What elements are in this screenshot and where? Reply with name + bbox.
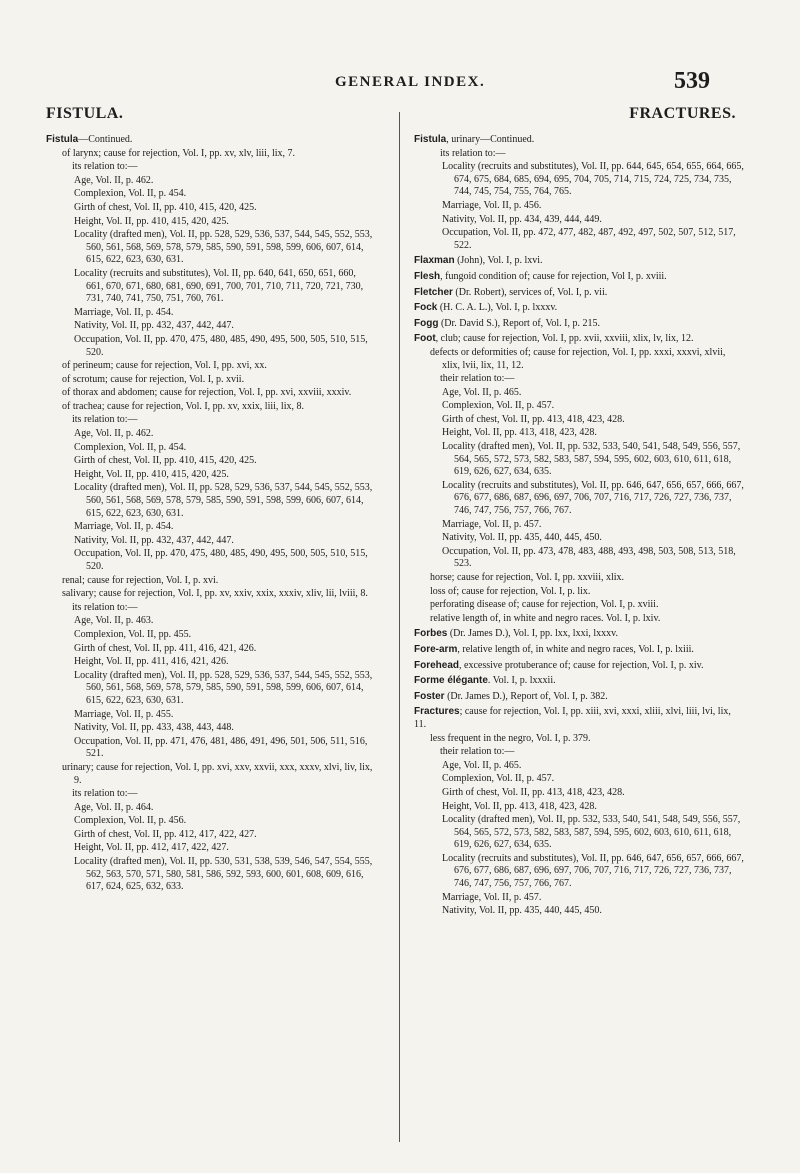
index-entry [46, 414, 374, 427]
entry-text: its relation to:— [72, 161, 138, 173]
right-column-heading: FRACTURES. [629, 105, 736, 122]
entry-text: Occupation, Vol. II, pp. 472, 477, 482, 487, 492, 497, 502, 507, 512, 517, 522. [442, 227, 736, 251]
entry-text: Marriage, Vol. II, p. 457. [442, 891, 542, 903]
index-entry [414, 148, 744, 161]
index-entry [414, 746, 744, 759]
index-entry [46, 455, 374, 468]
index-entry [46, 629, 374, 642]
index-entry [46, 307, 374, 320]
entry-text: Height, Vol. II, pp. 413, 418, 423, 428. [442, 800, 597, 812]
index-entry [414, 200, 744, 213]
entry-text: Nativity, Vol. II, pp. 435, 440, 445, 450. [442, 905, 602, 917]
entry-text: Occupation, Vol. II, pp. 473, 478, 483, 488, 493, 498, 503, 508, 513, 518, 523. [442, 545, 736, 570]
index-entry [414, 706, 744, 731]
index-entry [414, 660, 744, 673]
entry-text: Occupation, Vol. II, pp. 470, 475, 480, 485, 490, 495, 500, 505, 510, 515, 520. [74, 333, 368, 358]
index-entry [46, 188, 374, 201]
entry-text: , fungoid condition of; cause for rejection, Vol I, p. xviii. [440, 270, 667, 282]
entry-text: Height, Vol. II, pp. 413, 418, 423, 428. [442, 427, 597, 439]
left-column-heading: FISTULA. [46, 105, 124, 122]
entry-text: Nativity, Vol. II, pp. 433, 438, 443, 448. [74, 722, 234, 734]
entry-text: Marriage, Vol. II, p. 455. [74, 708, 174, 720]
index-entry [414, 227, 744, 252]
entry-text: —Continued. [78, 134, 133, 145]
entry-text: Complexion, Vol. II, p. 454. [74, 188, 187, 200]
index-entry [414, 134, 744, 147]
left-column [46, 105, 374, 895]
index-entry [46, 736, 374, 761]
entry-text: Locality (recruits and substitutes), Vol. II, pp. 646, 647, 656, 657, 666, 667, 676, 677, 686, 687, 696, 697, 706, 707, 716, 717, 726, 727, 736, 737, 746, 747, 756, 757, 766, 767. [442, 852, 744, 890]
index-entry [46, 521, 374, 534]
index-entry [414, 441, 744, 479]
entry-heading: Forme élégante [414, 675, 488, 687]
entry-heading: Fractures [414, 706, 460, 718]
entry-text: Marriage, Vol. II, p. 454. [74, 306, 174, 318]
index-entry [414, 787, 744, 800]
entry-text: of thorax and abdomen; cause for rejection, Vol. I, pp. xvi, xxviii, xxxiv. [62, 387, 352, 399]
running-title: GENERAL INDEX. [335, 74, 486, 90]
entry-text: loss of; cause for rejection, Vol. I, p. lix. [430, 585, 591, 597]
entry-heading: Forehead [414, 659, 460, 671]
index-entry [46, 202, 374, 215]
entry-heading: Fistula [46, 134, 79, 145]
index-entry [414, 387, 744, 400]
entry-text: Age, Vol. II, p. 464. [74, 801, 154, 813]
index-entry [46, 161, 374, 174]
index-entry [414, 347, 744, 372]
index-entry [46, 548, 374, 573]
entry-heading: Fletcher [414, 286, 453, 298]
entry-text: Age, Vol. II, p. 465. [442, 386, 522, 398]
entry-text: Complexion, Vol. II, p. 457. [442, 773, 555, 785]
right-entry-list [414, 134, 744, 918]
entry-heading: Fock [414, 302, 438, 314]
index-entry [414, 427, 744, 440]
index-entry [46, 374, 374, 387]
index-entry [414, 814, 744, 852]
index-entry [46, 428, 374, 441]
entry-text: Girth of chest, Vol. II, pp. 410, 415, 420, 425. [74, 455, 257, 467]
entry-text: Nativity, Vol. II, pp. 432, 437, 442, 447. [74, 534, 234, 546]
index-entry [46, 387, 374, 400]
index-entry [46, 268, 374, 306]
entry-text: its relation to:— [72, 601, 138, 613]
index-entry [46, 722, 374, 735]
index-entry [46, 670, 374, 708]
entry-text: Locality (drafted men), Vol. II, pp. 532, 533, 540, 541, 548, 549, 556, 557, 564, 565, 572, 573, 582, 583, 587, 594, 595, 602, 603, 610, 611, 618, 619, 626, 627, 634, 635. [442, 814, 741, 851]
index-entry [414, 400, 744, 413]
index-entry [414, 801, 744, 814]
entry-text: of trachea; cause for rejection, Vol. I, pp. xv, xxix, liii, lix, 8. [62, 400, 304, 412]
index-entry [414, 599, 744, 612]
entry-text: Girth of chest, Vol. II, pp. 412, 417, 422, 427. [74, 828, 257, 840]
entry-text: (Dr. James D.), Vol. I, pp. lxx, lxxi, lxxxv. [447, 628, 618, 640]
entry-text: (Dr. James D.), Report of, Vol. I, p. 382. [444, 690, 608, 702]
index-entry [414, 546, 744, 571]
entry-heading: Fistula [414, 134, 447, 145]
page-number: 539 [674, 68, 710, 94]
index-entry [46, 216, 374, 229]
entry-text: ; cause for rejection, Vol. I, pp. xiii, xvi, xxxi, xliii, xlvi, liii, lvi, lix, 11. [414, 706, 731, 730]
index-entry [414, 255, 744, 268]
index-entry [46, 842, 374, 855]
index-entry [46, 615, 374, 628]
index-entry [414, 519, 744, 532]
index-entry [414, 287, 744, 300]
entry-text: Age, Vol. II, p. 462. [74, 174, 154, 186]
entry-text: of scrotum; cause for rejection, Vol. I, p. xvii. [62, 373, 245, 385]
index-entry [414, 733, 744, 746]
entry-text: Girth of chest, Vol. II, pp. 413, 418, 423, 428. [442, 786, 625, 798]
entry-text: Marriage, Vol. II, p. 454. [74, 521, 174, 533]
entry-text: salivary; cause for rejection, Vol. I, pp. xv, xxiv, xxix, xxxiv, xliv, lii, lviii, 8. [62, 588, 368, 600]
entry-text: less frequent in the negro, Vol. I, p. 379. [430, 732, 591, 744]
entry-text: Girth of chest, Vol. II, pp. 410, 415, 420, 425. [74, 201, 257, 213]
entry-text: (H. C. A. L.), Vol. I, p. lxxxv. [437, 302, 558, 314]
entry-heading: Forbes [414, 628, 448, 640]
entry-heading: Fogg [414, 317, 439, 329]
entry-text: Locality (drafted men), Vol. II, pp. 530, 531, 538, 539, 546, 547, 554, 555, 562, 563, 570, 571, 580, 581, 586, 592, 593, 600, 601, 608, 609, 616, 617, 624, 625, 632, 633. [74, 856, 373, 893]
index-entry [414, 480, 744, 518]
index-entry [414, 302, 744, 315]
index-entry [46, 334, 374, 359]
index-entry [414, 214, 744, 227]
entry-text: Marriage, Vol. II, p. 456. [442, 199, 542, 211]
left-entry-list [46, 134, 374, 894]
entry-text: Complexion, Vol. II, p. 454. [74, 441, 187, 453]
entry-heading: Flesh [414, 270, 441, 282]
entry-text: Marriage, Vol. II, p. 457. [442, 518, 542, 530]
index-entry [46, 829, 374, 842]
entry-text: renal; cause for rejection, Vol. I, p. xvi. [62, 574, 219, 586]
index-entry [414, 333, 744, 346]
index-entry [414, 161, 744, 199]
entry-text: its relation to:— [440, 147, 506, 159]
index-entry [414, 760, 744, 773]
index-entry [414, 905, 744, 918]
entry-heading: Fore-arm [414, 643, 458, 655]
entry-text: their relation to:— [440, 746, 515, 758]
index-entry [46, 482, 374, 520]
entry-heading: Foster [414, 690, 445, 702]
entry-text: Height, Vol. II, pp. 412, 417, 422, 427. [74, 842, 229, 854]
entry-text: Age, Vol. II, p. 463. [74, 615, 154, 627]
index-entry [46, 788, 374, 801]
index-entry [414, 675, 744, 688]
entry-text: perforating disease of; cause for rejection, Vol. I, p. xviii. [430, 599, 659, 611]
index-entry [414, 892, 744, 905]
index-entry [414, 532, 744, 545]
index-entry [46, 175, 374, 188]
index-entry [46, 134, 374, 147]
index-entry [414, 691, 744, 704]
entry-text: Girth of chest, Vol. II, pp. 413, 418, 423, 428. [442, 413, 625, 425]
entry-text: . Vol. I, p. lxxxii. [487, 675, 556, 687]
index-entry [46, 588, 374, 601]
entry-text: (Dr. David S.), Report of, Vol. I, p. 215. [438, 317, 601, 329]
entry-text: its relation to:— [72, 788, 138, 800]
entry-text: (John), Vol. I, p. lxvi. [454, 255, 543, 267]
entry-text: horse; cause for rejection, Vol. I, pp. xxviii, xlix. [430, 572, 625, 583]
index-entry [46, 856, 374, 894]
entry-text: (Dr. Robert), services of, Vol. I, p. vii. [452, 286, 608, 298]
entry-heading: Foot [414, 333, 436, 345]
entry-text: Nativity, Vol. II, pp. 432, 437, 442, 447. [74, 320, 234, 332]
index-entry [46, 535, 374, 548]
entry-text: of perineum; cause for rejection, Vol. I, pp. xvi, xx. [62, 360, 267, 372]
entry-text: relative length of, in white and negro races. Vol. I, p. lxiv. [430, 612, 661, 624]
index-entry [46, 575, 374, 588]
index-entry [414, 414, 744, 427]
index-entry [46, 229, 374, 267]
entry-heading: Flaxman [414, 255, 455, 267]
index-entry [46, 442, 374, 455]
entry-text: , club; cause for rejection, Vol. I, pp. xvii, xxviii, xlix, lv, lix, 12. [435, 333, 694, 345]
index-entry [414, 644, 744, 657]
index-entry [46, 656, 374, 669]
entry-text: Locality (drafted men), Vol. II, pp. 528, 529, 536, 537, 544, 545, 552, 553, 560, 561, 568, 569, 578, 579, 585, 590, 591, 598, 599, 606, 607, 614, 615, 622, 623, 630, 631. [74, 482, 373, 519]
entry-text: Locality (recruits and substitutes), Vol. II, pp. 644, 645, 654, 655, 664, 665, 674, 675, 684, 685, 694, 695, 704, 705, 714, 715, 724, 725, 734, 735, 744, 745, 754, 755, 764, 765. [442, 161, 744, 198]
index-entry [46, 802, 374, 815]
entry-text: Nativity, Vol. II, pp. 434, 439, 444, 449. [442, 213, 602, 225]
entry-text: Height, Vol. II, pp. 411, 416, 421, 426. [74, 656, 229, 668]
entry-text: , urinary—Continued. [446, 134, 535, 145]
entry-text: its relation to:— [72, 414, 138, 426]
index-entry [46, 602, 374, 615]
entry-text: urinary; cause for rejection, Vol. I, pp. xvi, xxv, xxvii, xxx, xxxv, xlvi, liv, lix, 9. [62, 761, 373, 786]
entry-text: Locality (drafted men), Vol. II, pp. 528, 529, 536, 537, 544, 545, 552, 553, 560, 561, 568, 569, 578, 579, 585, 590, 591, 598, 599, 606, 607, 614, 615, 622, 623, 630, 631. [74, 669, 373, 706]
index-entry [46, 762, 374, 787]
entry-text: Complexion, Vol. II, p. 457. [442, 400, 555, 412]
entry-text: Age, Vol. II, p. 462. [74, 428, 154, 440]
entry-text: Occupation, Vol. II, pp. 471, 476, 481, 486, 491, 496, 501, 506, 511, 516, 521. [74, 735, 368, 760]
index-entry [46, 320, 374, 333]
entry-text: Locality (drafted men), Vol. II, pp. 532, 533, 540, 541, 548, 549, 556, 557, 564, 565, 572, 573, 582, 583, 587, 594, 595, 602, 603, 610, 611, 618, 619, 626, 627, 634, 635. [442, 441, 741, 478]
index-entry [46, 709, 374, 722]
index-entry [414, 586, 744, 599]
index-entry [414, 373, 744, 386]
column-divider [399, 112, 400, 1142]
entry-text: Locality (recruits and substitutes), Vol. II, pp. 640, 641, 650, 651, 660, 661, 670, 671, 680, 681, 690, 691, 700, 701, 710, 711, 720, 721, 730, 731, 740, 741, 750, 751, 760, 761. [74, 267, 364, 305]
entry-text: , relative length of, in white and negro races, Vol. I, p. lxiii. [457, 643, 694, 655]
entry-text: Complexion, Vol. II, p. 456. [74, 815, 187, 827]
index-entry [46, 360, 374, 373]
index-entry [46, 643, 374, 656]
entry-text: of larynx; cause for rejection, Vol. I, pp. xv, xlv, liii, lix, 7. [62, 147, 296, 159]
entry-text: Locality (drafted men), Vol. II, pp. 528, 529, 536, 537, 544, 545, 552, 553, 560, 561, 568, 569, 578, 579, 585, 590, 591, 598, 599, 606, 607, 614, 615, 622, 623, 630, 631. [74, 229, 373, 266]
entry-text: Height, Vol. II, pp. 410, 415, 420, 425. [74, 468, 229, 480]
index-entry [46, 815, 374, 828]
entry-text: Nativity, Vol. II, pp. 435, 440, 445, 450. [442, 532, 602, 544]
index-entry [46, 148, 374, 161]
index-entry [414, 318, 744, 331]
entry-text: , excessive protuberance of; cause for rejection, Vol. I, p. xiv. [459, 659, 704, 671]
index-entry [414, 271, 744, 284]
index-entry [414, 628, 744, 641]
entry-text: defects or deformities of; cause for rejection, Vol. I, pp. xxxi, xxxvi, xlvii, xlix, lvii, lix, 11, 12. [430, 346, 726, 371]
index-entry [414, 613, 744, 626]
index-entry [46, 469, 374, 482]
running-head [0, 0, 800, 94]
right-column [414, 105, 744, 919]
entry-text: Height, Vol. II, pp. 410, 415, 420, 425. [74, 215, 229, 227]
index-entry [414, 572, 744, 585]
entry-text: Girth of chest, Vol. II, pp. 411, 416, 421, 426. [74, 642, 257, 654]
entry-text: Age, Vol. II, p. 465. [442, 759, 522, 771]
entry-text: Complexion, Vol. II, pp. 455. [74, 628, 192, 640]
index-entry [46, 401, 374, 414]
entry-text: their relation to:— [440, 373, 515, 385]
index-entry [414, 853, 744, 891]
entry-text: Occupation, Vol. II, pp. 470, 475, 480, 485, 490, 495, 500, 505, 510, 515, 520. [74, 548, 368, 572]
entry-text: Locality (recruits and substitutes), Vol. II, pp. 646, 647, 656, 657, 666, 667, 676, 677, 686, 687, 696, 697, 706, 707, 716, 717, 726, 727, 736, 737, 746, 747, 756, 757, 766, 767. [442, 479, 744, 517]
index-entry [414, 773, 744, 786]
